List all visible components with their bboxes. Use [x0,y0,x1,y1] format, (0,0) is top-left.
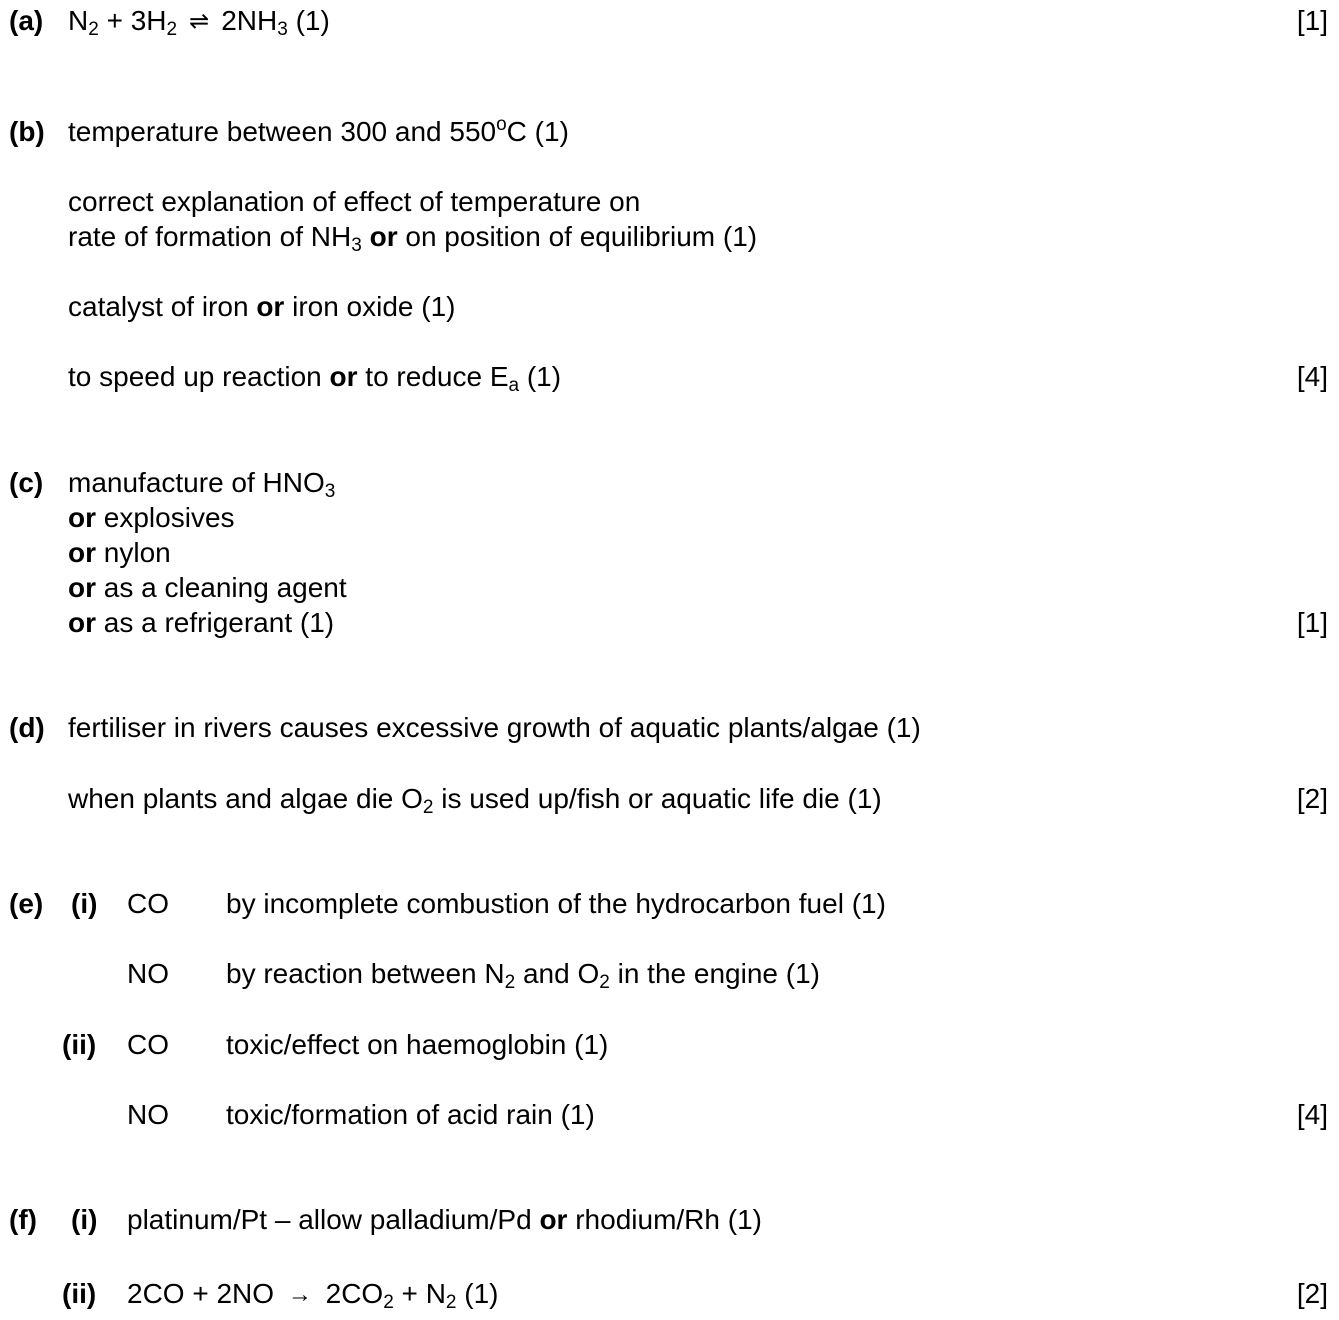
text: (1) [519,361,562,392]
eq-text: (1) [287,5,330,36]
part-d-mark: [2] [1296,783,1328,814]
eq-text: + 3H [98,5,167,36]
text: rate of formation of NH [68,221,352,252]
part-b-line-4 [68,290,456,324]
subscript: a [508,375,520,396]
part-e-ii-gas-1: CO [127,1029,169,1060]
eq-subscript: 2 [445,1292,457,1313]
or-keyword: or [68,537,96,568]
part-c-line-5 [68,606,334,640]
text: by reaction between N [226,958,505,989]
eq-text: 2NH [221,5,278,36]
part-b-line-3 [68,220,757,254]
part-e-i-gas-2: NO [127,958,169,989]
equilibrium-arrow-icon: ⇌ [189,8,210,35]
part-b-label: (b) [9,116,45,147]
part-e-i-text-1: by incomplete combustion of the hydrocarbon fuel (1) [226,888,886,919]
superscript: o [496,114,507,135]
subscript: 2 [599,972,610,993]
reaction-arrow-icon: → [287,1281,312,1308]
text: iron oxide (1) [284,291,456,322]
part-d-line-1: fertiliser in rivers causes excessive growth of aquatic plants/algae (1) [68,712,921,743]
subscript: 2 [504,972,516,993]
part-f-i-label: (i) [71,1204,98,1235]
part-a-mark: [1] [1296,5,1328,36]
text: to reduce E [357,361,509,392]
text: platinum/Pt – allow palladium/Pd [127,1204,540,1235]
part-c-line-1 [68,466,335,500]
part-e-ii-text-1: toxic/effect on haemoglobin (1) [226,1029,609,1060]
part-f-i-text [127,1203,762,1237]
text: nylon [96,537,171,568]
text: as a cleaning agent [96,572,347,603]
part-c-line-2 [68,501,235,535]
or-keyword: or [68,502,96,533]
part-c-label: (c) [9,467,44,498]
part-b-line-1 [68,115,569,149]
part-b-mark: [4] [1296,361,1328,392]
subscript: 3 [324,481,336,502]
eq-subscript: 3 [277,19,288,40]
part-f-mark: [2] [1296,1278,1328,1309]
part-f-ii-label: (ii) [62,1278,97,1309]
or-keyword: or [68,572,96,603]
part-e-label: (e) [9,888,44,919]
subscript: 3 [351,235,362,256]
text: explosives [96,502,235,533]
or-keyword: or [68,607,96,638]
text: temperature between 300 and 550 [68,116,497,147]
part-f-ii-equation [127,1277,499,1313]
part-d-label: (d) [9,712,45,743]
text: C (1) [506,116,569,147]
eq-text: + N [393,1278,446,1309]
text: catalyst of iron [68,291,257,322]
or-keyword: or [329,361,358,392]
subscript: 2 [422,797,434,818]
part-e-mark: [4] [1296,1099,1328,1130]
part-e-ii-text-2: toxic/formation of acid rain (1) [226,1099,595,1130]
part-e-i-label: (i) [71,888,98,919]
part-e-ii-gas-2: NO [127,1099,169,1130]
part-a-label: (a) [9,5,44,36]
text: when plants and algae die O [68,783,423,814]
text: in the engine (1) [609,958,820,989]
text: as a refrigerant (1) [96,607,335,638]
part-b-line-2: correct explanation of effect of temperature on [68,186,641,217]
part-a-equation [68,4,330,40]
eq-subscript: 2 [166,19,178,40]
eq-subscript: 2 [88,19,99,40]
eq-subscript: 2 [383,1292,394,1313]
part-d-line-2 [68,782,882,816]
or-keyword: or [256,291,285,322]
text: is used up/fish or aquatic life die (1) [433,783,882,814]
part-e-i-text-2 [226,957,820,991]
eq-text: 2CO [317,1278,384,1309]
text: to speed up reaction [68,361,330,392]
eq-text: (1) [456,1278,499,1309]
text: manufacture of HNO [68,467,325,498]
eq-text: N [68,5,89,36]
or-keyword: or [361,221,398,252]
part-e-i-gas-1: CO [127,888,169,919]
part-c-mark: [1] [1296,607,1328,638]
part-f-label: (f) [9,1204,37,1235]
part-b-line-5 [68,360,561,394]
part-c-line-3 [68,536,171,570]
part-e-ii-label: (ii) [62,1029,97,1060]
text: rhodium/Rh (1) [567,1204,762,1235]
text: on position of equilibrium (1) [397,221,758,252]
text: and O [515,958,600,989]
part-c-line-4 [68,571,347,605]
eq-text: 2CO + 2NO [127,1278,282,1309]
or-keyword: or [539,1204,568,1235]
